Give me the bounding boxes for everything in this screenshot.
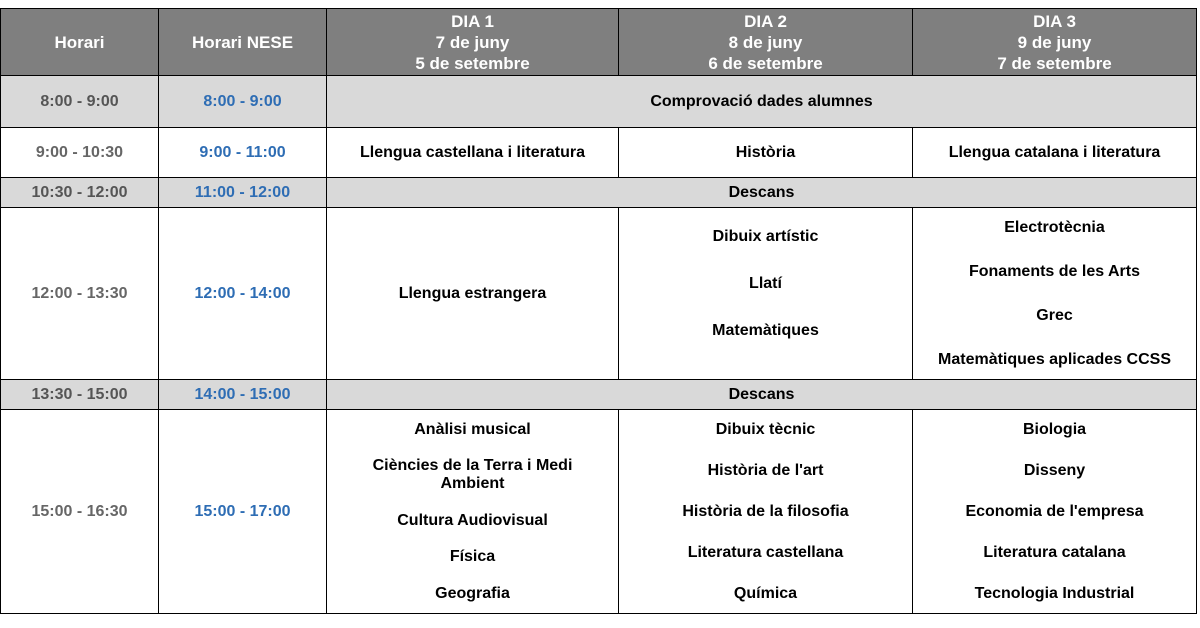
header-horari-nese: Horari NESE [159, 9, 327, 76]
subject-item: Història de la filosofia [682, 502, 849, 520]
table-row [1, 380, 1197, 410]
subject-item: Física [449, 548, 496, 565]
day-3-subject: Llengua catalana i literatura [913, 128, 1197, 178]
subject-item: Fonaments de les Arts [968, 262, 1140, 280]
header-day-1 [327, 9, 619, 76]
subject-item: Electrotècnia [1004, 218, 1105, 236]
merged-activity-cell: Descans [327, 380, 1197, 410]
horari-cell: 9:00 - 10:30 [1, 128, 159, 178]
horari-nese-cell: 12:00 - 14:00 [159, 208, 327, 380]
subject-item: Llatí [749, 274, 782, 292]
horari-cell: 13:30 - 15:00 [1, 380, 159, 410]
horari-cell: 10:30 - 12:00 [1, 178, 159, 208]
exam-schedule-table [0, 8, 1197, 614]
day-2-subjects [619, 208, 913, 380]
table-row [1, 208, 1197, 380]
day-1-title: DIA 1 [451, 11, 494, 31]
subject-item: Matemàtiques aplicades CCSS [938, 350, 1171, 368]
merged-activity-cell: Comprovació dades alumnes [327, 76, 1197, 128]
header-day-3 [913, 9, 1197, 76]
header-horari: Horari [1, 9, 159, 76]
subject-list [917, 215, 1192, 373]
day-2-subject: Història [619, 128, 913, 178]
subject-item: Grec [1036, 306, 1073, 324]
header-day-2 [619, 9, 913, 76]
subject-item: Matemàtiques [712, 321, 819, 339]
subject-list [917, 417, 1192, 607]
horari-cell: 8:00 - 9:00 [1, 76, 159, 128]
subject-item: Economia de l'empresa [965, 502, 1144, 520]
table-row [1, 128, 1197, 178]
subject-item: Disseny [1023, 461, 1086, 479]
horari-cell: 12:00 - 13:30 [1, 208, 159, 380]
subject-item: Ciències de la Terra i Medi Ambient [372, 457, 573, 492]
horari-nese-cell: 8:00 - 9:00 [159, 76, 327, 128]
day-2-title: DIA 2 [744, 11, 787, 31]
day-1-subject: Llengua estrangera [327, 208, 619, 380]
subject-item: Química [733, 584, 798, 602]
table-row [1, 76, 1197, 128]
day-3-date1: 9 de juny [1017, 32, 1092, 52]
table-row [1, 178, 1197, 208]
subject-item: Dibuix tècnic [715, 420, 816, 438]
subject-item: Tecnologia Industrial [974, 584, 1135, 602]
subject-list [623, 417, 908, 607]
day-2-subjects [619, 410, 913, 614]
merged-activity-cell: Descans [327, 178, 1197, 208]
subject-item: Literatura catalana [983, 543, 1126, 561]
table-row [1, 410, 1197, 614]
subject-item: Biologia [1022, 420, 1087, 438]
day-1-subject: Llengua castellana i literatura [327, 128, 619, 178]
day-3-date2: 7 de setembre [997, 53, 1112, 73]
subject-item: Literatura castellana [687, 543, 844, 561]
horari-nese-cell: 11:00 - 12:00 [159, 178, 327, 208]
subject-item: Geografia [435, 584, 510, 602]
horari-nese-cell: 15:00 - 17:00 [159, 410, 327, 614]
day-3-title: DIA 3 [1033, 11, 1076, 31]
subject-item: Anàlisi musical [414, 420, 531, 438]
day-1-subjects [327, 410, 619, 614]
horari-cell: 15:00 - 16:30 [1, 410, 159, 614]
day-1-date1: 7 de juny [435, 32, 510, 52]
horari-nese-cell: 9:00 - 11:00 [159, 128, 327, 178]
horari-nese-cell: 14:00 - 15:00 [159, 380, 327, 410]
day-3-subjects [913, 410, 1197, 614]
day-3-subjects [913, 208, 1197, 380]
day-2-date1: 8 de juny [728, 32, 803, 52]
subject-list [623, 224, 908, 344]
header-row [1, 9, 1197, 76]
subject-item: Història de l'art [707, 461, 824, 479]
subject-item: Cultura Audiovisual [397, 511, 548, 529]
day-1-date2: 5 de setembre [415, 53, 530, 73]
subject-item: Dibuix artístic [712, 227, 819, 245]
day-2-date2: 6 de setembre [708, 53, 823, 73]
subject-list [331, 417, 614, 607]
